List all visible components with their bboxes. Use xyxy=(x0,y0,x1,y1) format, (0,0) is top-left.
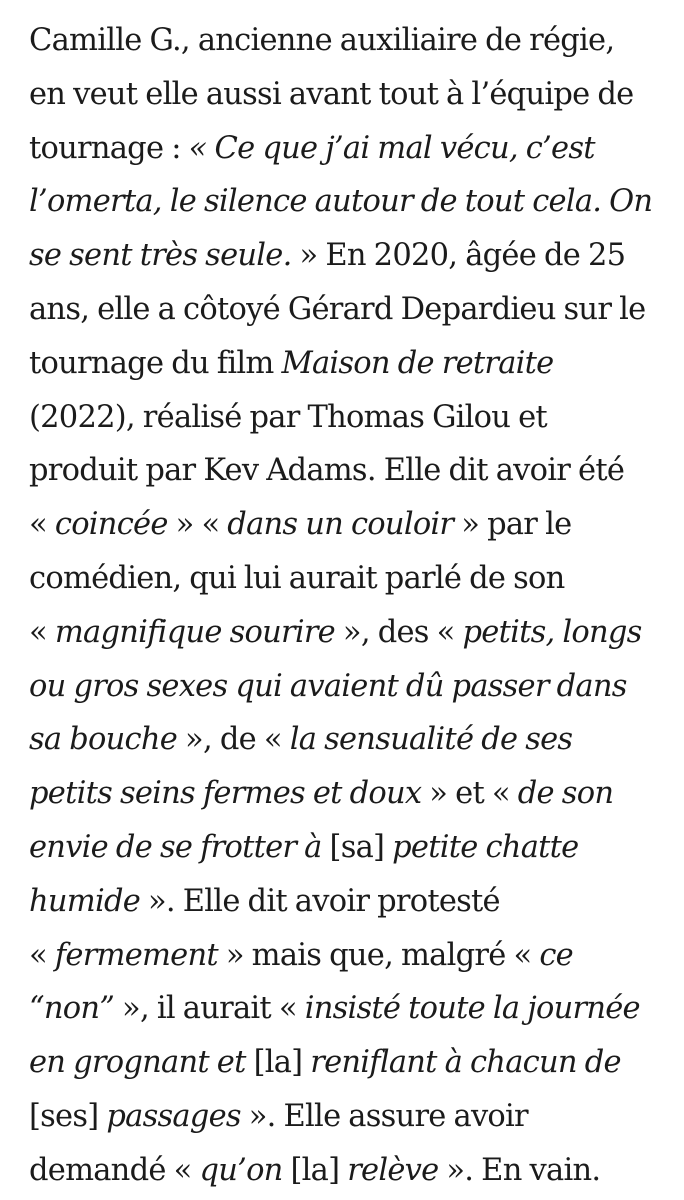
text-line xyxy=(29,713,679,767)
body-text: demandé « xyxy=(29,1152,200,1188)
body-text: », de « xyxy=(177,722,290,758)
body-text: « xyxy=(29,614,55,650)
text-line xyxy=(29,821,679,875)
quoted-italic-text: la sensualité de ses xyxy=(289,722,573,758)
quoted-italic-text: « Ce que j’ai mal vécu, c’est xyxy=(188,130,595,166)
article-paragraph xyxy=(29,14,679,1198)
text-line xyxy=(29,229,679,283)
body-text: « xyxy=(29,507,55,543)
body-text: en veut elle aussi avant tout à l’équipe de xyxy=(29,76,634,112)
text-line xyxy=(29,14,679,68)
quoted-italic-text: de son xyxy=(517,776,614,812)
text-line xyxy=(29,875,679,929)
text-line xyxy=(29,767,679,821)
body-text: (2022), réalisé par Thomas Gilou et xyxy=(29,399,547,435)
body-text: » par le xyxy=(453,507,572,543)
body-text: », il aurait « xyxy=(114,991,305,1027)
body-text: tournage : xyxy=(29,130,189,166)
quoted-italic-text: ou gros sexes qui avaient dû passer dans xyxy=(29,668,627,704)
quoted-italic-text: insisté toute la journée xyxy=(304,991,640,1027)
body-text: Camille G., ancienne auxiliaire de régie, xyxy=(29,23,615,58)
text-line xyxy=(29,929,679,983)
quoted-italic-text: “non” xyxy=(29,991,115,1027)
body-text: » et « xyxy=(421,776,518,812)
quoted-italic-text: relève xyxy=(347,1152,439,1188)
text-line xyxy=(29,606,679,660)
body-text: ». Elle dit avoir protesté xyxy=(140,883,500,919)
body-text: » « xyxy=(167,507,228,543)
quoted-italic-text: sa bouche xyxy=(29,722,178,758)
body-text: tournage du film xyxy=(29,345,282,381)
quoted-italic-text: qu’on xyxy=(199,1152,291,1188)
quoted-italic-text: humide xyxy=(29,883,141,919)
text-line xyxy=(29,1090,679,1144)
quoted-italic-text: coincée xyxy=(54,507,168,543)
quoted-italic-text: reniflant à chacun de xyxy=(310,1045,621,1081)
body-text: « xyxy=(29,937,55,973)
quoted-italic-text: dans un couloir xyxy=(227,507,454,543)
text-line xyxy=(29,498,679,552)
quoted-italic-text: Maison de retraite xyxy=(281,345,554,381)
text-line xyxy=(29,337,679,391)
quoted-italic-text: se sent très seule. xyxy=(29,238,292,274)
quoted-italic-text: petite chatte xyxy=(392,829,579,865)
text-line xyxy=(29,1036,679,1090)
text-line xyxy=(29,982,679,1036)
text-line xyxy=(29,122,679,176)
quoted-italic-text: envie de se frotter à xyxy=(29,829,330,865)
body-text: ». Elle assure avoir xyxy=(240,1098,528,1134)
body-text: ans, elle a côtoyé Gérard Depardieu sur le xyxy=(29,291,646,327)
text-line xyxy=(29,1144,679,1198)
body-text: [ses] xyxy=(29,1098,107,1134)
quoted-italic-text: petits seins fermes et doux xyxy=(29,776,422,812)
quoted-italic-text: l’omerta, le silence autour de tout cela. On xyxy=(29,184,653,220)
body-text: ». En vain. xyxy=(438,1152,601,1188)
text-line xyxy=(29,391,679,445)
quoted-italic-text: petits, longs xyxy=(462,614,642,650)
quoted-italic-text: passages xyxy=(106,1098,241,1134)
body-text: [la] xyxy=(253,1045,311,1081)
body-text: [la] xyxy=(290,1152,348,1188)
text-line xyxy=(29,660,679,714)
body-text: [sa] xyxy=(329,829,393,865)
body-text: » mais que, malgré « xyxy=(217,937,540,973)
text-line xyxy=(29,552,679,606)
quoted-italic-text: en grognant et xyxy=(29,1045,254,1081)
body-text: » En 2020, âgée de 25 xyxy=(291,238,626,274)
text-line xyxy=(29,68,679,122)
text-line xyxy=(29,444,679,498)
text-line xyxy=(29,175,679,229)
quoted-italic-text: fermement xyxy=(54,937,218,973)
quoted-italic-text: ce xyxy=(539,937,573,973)
quoted-italic-text: magnifique sourire xyxy=(54,614,335,650)
body-text: produit par Kev Adams. Elle dit avoir été xyxy=(29,453,625,489)
body-text: comédien, qui lui aurait parlé de son xyxy=(29,560,565,596)
text-line xyxy=(29,283,679,337)
body-text: », des « xyxy=(334,614,463,650)
